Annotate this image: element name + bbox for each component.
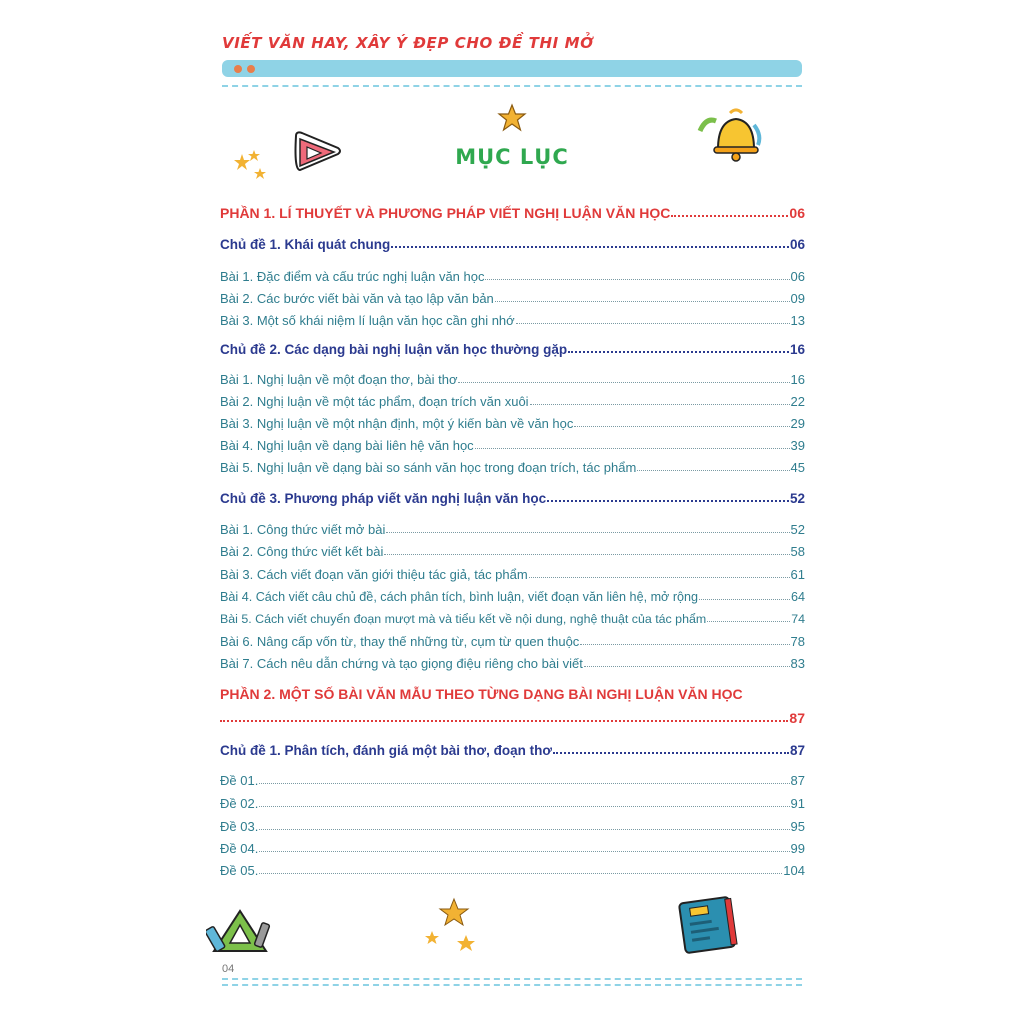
stars-icon-bottom — [420, 897, 482, 955]
footer-divider-1 — [222, 978, 802, 980]
toc-exam[interactable]: Đề 01. 87 — [220, 773, 805, 788]
page-number: 04 — [222, 963, 235, 975]
bell-icon — [694, 103, 768, 165]
toc-part-1[interactable]: PHẦN 1. LÍ THUYẾT VÀ PHƯƠNG PHÁP VIẾT NGHỊ LUẬN VĂN HỌC 06 — [220, 205, 805, 221]
footer-divider-2 — [222, 984, 802, 986]
header-dot-2 — [247, 65, 255, 73]
toc-lesson[interactable]: Bài 7. Cách nêu dẫn chứng và tạo giọng điệu riêng cho bài viết 83 — [220, 656, 805, 671]
toc-exam[interactable]: Đề 05. 104 — [220, 863, 805, 878]
toc-lesson[interactable]: Bài 4. Cách viết câu chủ đề, cách phân tích, bình luận, viết đoạn văn liên hệ, mở rộng 64 — [220, 590, 805, 604]
toc-lesson[interactable]: Bài 2. Công thức viết kết bài 58 — [220, 544, 805, 559]
running-header: VIẾT VĂN HAY, XÂY Ý ĐẸP CHO ĐỀ THI MỞ — [222, 34, 594, 52]
toc-lesson[interactable]: Bài 1. Công thức viết mở bài 52 — [220, 522, 805, 537]
toc-lesson[interactable]: Bài 3. Cách viết đoạn văn giới thiệu tác giả, tác phẩm 61 — [220, 567, 805, 582]
toc-topic-1-2[interactable]: Chủ đề 2. Các dạng bài nghị luận văn học thường gặp 16 — [220, 342, 805, 357]
toc-part-2-label[interactable]: PHẦN 2. MỘT SỐ BÀI VĂN MẪU THEO TỪNG DẠNG BÀI NGHỊ LUẬN VĂN HỌC — [220, 686, 743, 702]
toc-topic-1-1[interactable]: Chủ đề 1. Khái quát chung 06 — [220, 237, 805, 252]
ruler-triangle-icon — [206, 905, 272, 957]
notebook-icon — [672, 892, 742, 956]
toc-part-2-page[interactable]: 87 — [220, 710, 805, 726]
header-dot-1 — [234, 65, 242, 73]
toc-lesson[interactable]: Bài 6. Nâng cấp vốn từ, thay thế những từ, cụm từ quen thuộc 78 — [220, 634, 805, 649]
toc-lesson[interactable]: Bài 5. Nghị luận về dạng bài so sánh văn học trong đoạn trích, tác phẩm 45 — [220, 460, 805, 475]
toc-topic-2-1[interactable]: Chủ đề 1. Phân tích, đánh giá một bài thơ, đoạn thơ 87 — [220, 743, 805, 758]
header-bar — [222, 60, 802, 77]
toc-lesson[interactable]: Bài 1. Đặc điểm và cấu trúc nghị luận văn học 06 — [220, 269, 805, 284]
toc-lesson[interactable]: Bài 2. Các bước viết bài văn và tạo lập văn bản 09 — [220, 291, 805, 306]
toc-lesson[interactable]: Bài 4. Nghị luận về dạng bài liên hệ văn học 39 — [220, 438, 805, 453]
header-divider — [222, 85, 802, 87]
toc-lesson[interactable]: Bài 3. Một số khái niệm lí luận văn học cần ghi nhớ 13 — [220, 313, 805, 328]
toc-lesson[interactable]: Bài 3. Nghị luận về một nhận định, một ý kiến bàn về văn học 29 — [220, 416, 805, 431]
toc-topic-1-3[interactable]: Chủ đề 3. Phương pháp viết văn nghị luận văn học 52 — [220, 491, 805, 506]
star-icon — [497, 103, 527, 133]
toc-title: MỤC LỤC — [455, 145, 569, 169]
toc-exam[interactable]: Đề 03. 95 — [220, 819, 805, 834]
toc-lesson[interactable]: Bài 2. Nghị luận về một tác phẩm, đoạn trích văn xuôi 22 — [220, 394, 805, 409]
toc-exam[interactable]: Đề 04. 99 — [220, 841, 805, 856]
toc-exam[interactable]: Đề 02. 91 — [220, 796, 805, 811]
toc-lesson[interactable]: Bài 1. Nghị luận về một đoạn thơ, bài thơ 16 — [220, 372, 805, 387]
toc-lesson[interactable]: Bài 5. Cách viết chuyển đoạn mượt mà và tiểu kết về nội dung, nghệ thuật của tác phẩm 74 — [220, 612, 805, 626]
